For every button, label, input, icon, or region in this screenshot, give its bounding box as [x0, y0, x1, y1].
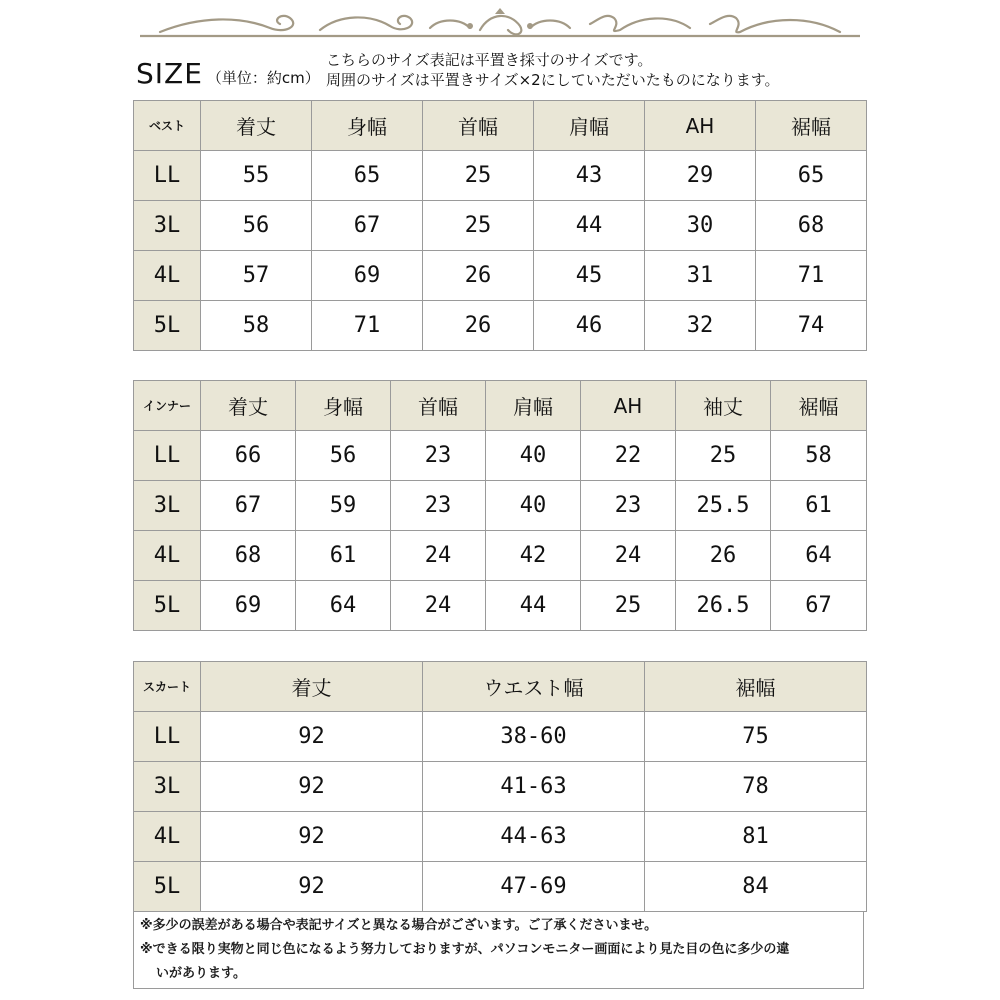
- table-cell: 65: [312, 151, 423, 201]
- table-cell: 69: [312, 251, 423, 301]
- table-cell: 66: [201, 431, 296, 481]
- table-corner-label: ベスト: [134, 101, 201, 151]
- inner-size-table: [133, 380, 867, 631]
- table-cell: 41-63: [423, 762, 645, 812]
- size-notes: [326, 50, 780, 90]
- table-cell: 25.5: [676, 481, 771, 531]
- size-label: 4L: [134, 531, 201, 581]
- column-header: 着丈: [201, 381, 296, 431]
- table-cell: 30: [645, 201, 756, 251]
- table-cell: 31: [645, 251, 756, 301]
- table-cell: 26: [676, 531, 771, 581]
- table-cell: 57: [201, 251, 312, 301]
- table-cell: 40: [486, 431, 581, 481]
- column-header: ウエスト幅: [423, 662, 645, 712]
- table-cell: 67: [312, 201, 423, 251]
- footnote-line-2: ※できる限り実物と同じ色になるよう努力しておりますが、パソコンモニター画面により見た目の色に多少の違: [140, 942, 790, 957]
- size-label: 5L: [134, 581, 201, 631]
- table-cell: 71: [312, 301, 423, 351]
- size-label: 3L: [134, 762, 201, 812]
- footnote-line-1: ※多少の誤差がある場合や表記サイズと異なる場合がございます。ご了承くださいませ。: [140, 918, 658, 933]
- table-cell: 67: [201, 481, 296, 531]
- table-cell: 75: [645, 712, 867, 762]
- table-row: [134, 481, 867, 531]
- table-cell: 23: [391, 481, 486, 531]
- column-header: 裾幅: [645, 662, 867, 712]
- column-header: AH: [581, 381, 676, 431]
- column-header: 肩幅: [534, 101, 645, 151]
- size-title: SIZE: [136, 57, 203, 90]
- table-header-row: [134, 381, 867, 431]
- column-header: 身幅: [296, 381, 391, 431]
- column-header: 裾幅: [771, 381, 867, 431]
- table-row: [134, 431, 867, 481]
- table-cell: 92: [201, 812, 423, 862]
- table-cell: 65: [756, 151, 867, 201]
- size-label: LL: [134, 712, 201, 762]
- table-cell: 74: [756, 301, 867, 351]
- size-label: 3L: [134, 481, 201, 531]
- table-cell: 43: [534, 151, 645, 201]
- table-row: [134, 762, 867, 812]
- table-row: [134, 301, 867, 351]
- table-cell: 24: [391, 531, 486, 581]
- table-cell: 38-60: [423, 712, 645, 762]
- table-cell: 25: [423, 151, 534, 201]
- table-cell: 42: [486, 531, 581, 581]
- table-row: [134, 812, 867, 862]
- table-cell: 64: [771, 531, 867, 581]
- table-cell: 23: [391, 431, 486, 481]
- table-corner-label: インナー: [134, 381, 201, 431]
- table-cell: 24: [581, 531, 676, 581]
- table-cell: 92: [201, 862, 423, 912]
- skirt-size-table: [133, 661, 867, 912]
- table-cell: 78: [645, 762, 867, 812]
- table-row: [134, 581, 867, 631]
- column-header: 着丈: [201, 662, 423, 712]
- footnotes: [133, 911, 864, 989]
- table-cell: 92: [201, 762, 423, 812]
- column-header: AH: [645, 101, 756, 151]
- table-cell: 44: [534, 201, 645, 251]
- note-line-2: 周囲のサイズは平置きサイズ×2にしていただいたものになります。: [326, 71, 780, 89]
- table-cell: 58: [201, 301, 312, 351]
- table-cell: 92: [201, 712, 423, 762]
- table-cell: 26: [423, 251, 534, 301]
- size-heading: [136, 57, 320, 93]
- table-cell: 24: [391, 581, 486, 631]
- table-row: [134, 251, 867, 301]
- table-cell: 56: [201, 201, 312, 251]
- column-header: 着丈: [201, 101, 312, 151]
- table-cell: 44: [486, 581, 581, 631]
- table-cell: 26: [423, 301, 534, 351]
- table-cell: 40: [486, 481, 581, 531]
- column-header: 肩幅: [486, 381, 581, 431]
- column-header: 袖丈: [676, 381, 771, 431]
- size-label: 4L: [134, 812, 201, 862]
- scroll-ornament: [140, 6, 860, 46]
- column-header: 首幅: [391, 381, 486, 431]
- table-cell: 84: [645, 862, 867, 912]
- table-row: [134, 201, 867, 251]
- table-row: [134, 151, 867, 201]
- table-row: [134, 531, 867, 581]
- table-cell: 61: [771, 481, 867, 531]
- footnote-line-3: いがあります。: [156, 966, 246, 981]
- table-cell: 59: [296, 481, 391, 531]
- table-cell: 71: [756, 251, 867, 301]
- table-cell: 68: [201, 531, 296, 581]
- table-cell: 25: [423, 201, 534, 251]
- table-cell: 69: [201, 581, 296, 631]
- table-cell: 64: [296, 581, 391, 631]
- table-cell: 61: [296, 531, 391, 581]
- table-header-row: [134, 662, 867, 712]
- table-cell: 46: [534, 301, 645, 351]
- table-cell: 26.5: [676, 581, 771, 631]
- table-header-row: [134, 101, 867, 151]
- table-cell: 55: [201, 151, 312, 201]
- table-cell: 23: [581, 481, 676, 531]
- table-cell: 44-63: [423, 812, 645, 862]
- column-header: 身幅: [312, 101, 423, 151]
- table-cell: 68: [756, 201, 867, 251]
- table-cell: 81: [645, 812, 867, 862]
- table-cell: 22: [581, 431, 676, 481]
- size-label: 5L: [134, 862, 201, 912]
- table-cell: 58: [771, 431, 867, 481]
- size-label: LL: [134, 431, 201, 481]
- table-cell: 45: [534, 251, 645, 301]
- column-header: 裾幅: [756, 101, 867, 151]
- note-line-1: こちらのサイズ表記は平置き採寸のサイズです。: [326, 51, 653, 69]
- size-label: 5L: [134, 301, 201, 351]
- table-cell: 29: [645, 151, 756, 201]
- vest-size-table: [133, 100, 867, 351]
- table-cell: 32: [645, 301, 756, 351]
- table-cell: 25: [581, 581, 676, 631]
- table-row: [134, 712, 867, 762]
- table-cell: 56: [296, 431, 391, 481]
- table-cell: 25: [676, 431, 771, 481]
- table-row: [134, 862, 867, 912]
- column-header: 首幅: [423, 101, 534, 151]
- table-corner-label: スカート: [134, 662, 201, 712]
- size-label: 3L: [134, 201, 201, 251]
- unit-label: （単位：約cm）: [206, 69, 320, 87]
- table-cell: 47-69: [423, 862, 645, 912]
- table-cell: 67: [771, 581, 867, 631]
- size-label: 4L: [134, 251, 201, 301]
- size-label: LL: [134, 151, 201, 201]
